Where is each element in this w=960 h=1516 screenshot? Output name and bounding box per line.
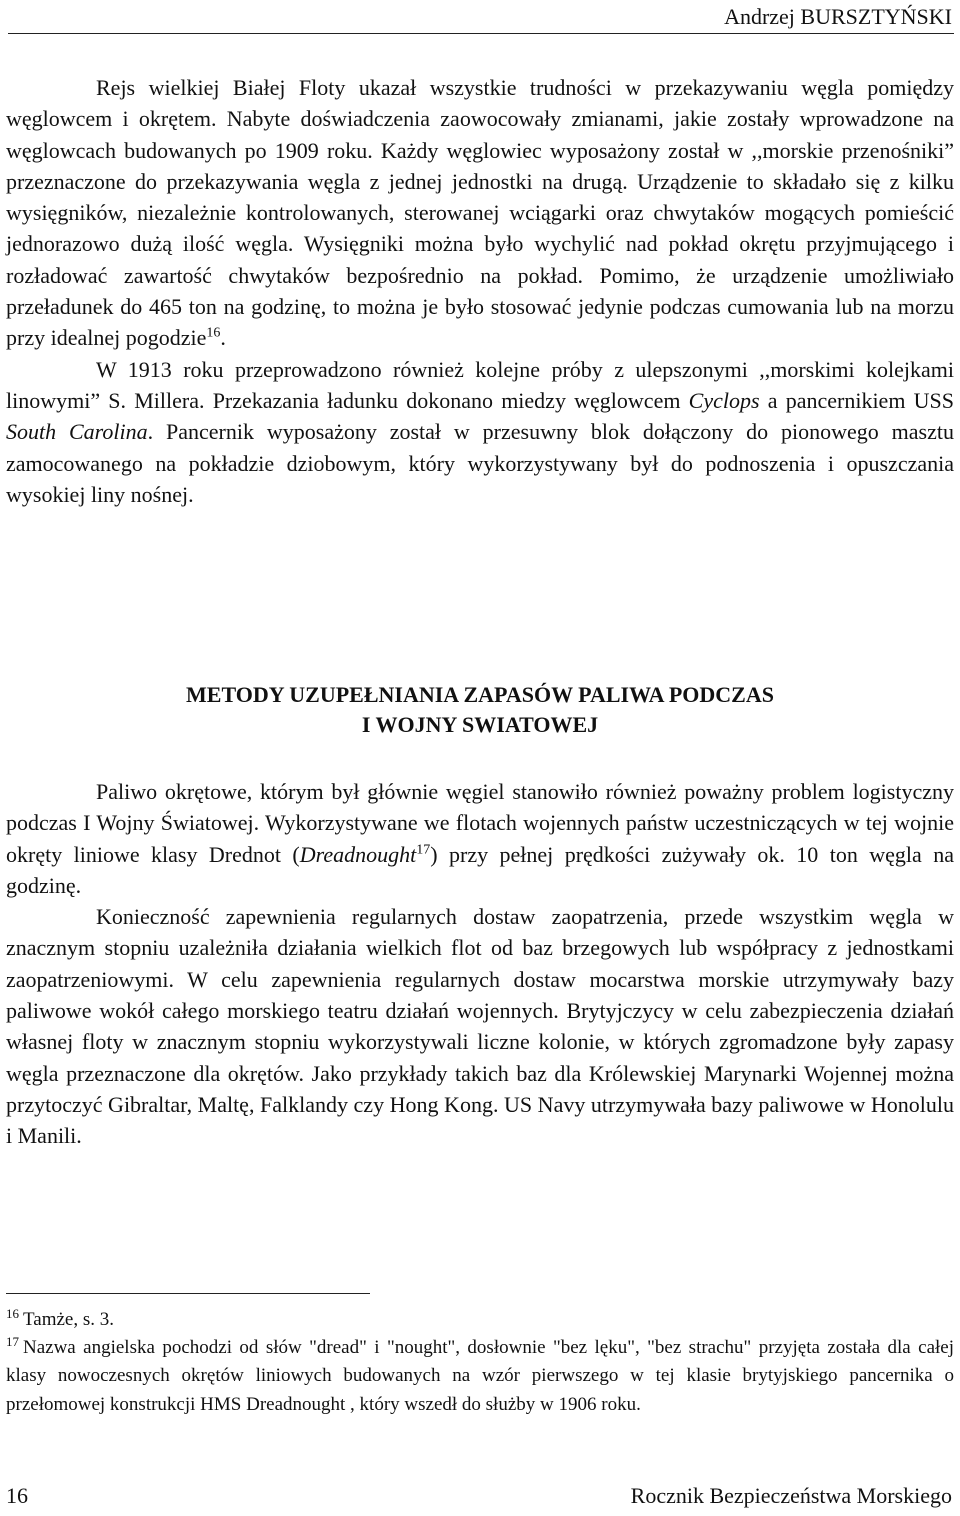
section-heading-line-1: METODY UZUPEŁNIANIA ZAPASÓW PALIWA PODCZAS: [186, 682, 774, 707]
paragraph-text: . Pancernik wyposażony został w przesuwny blok dołączony do pionowego masztu zamocowanego na pokładzie dziobowym, który wykorzystywany był do podnoszenia i opuszczania wysokiej liny nośnej.: [6, 419, 954, 507]
section-2-text: [6, 776, 954, 1152]
paragraph: [6, 776, 954, 901]
footnote-number: 17: [6, 1333, 19, 1349]
ship-name-south-carolina: South Carolina: [6, 419, 148, 445]
term-dreadnought: Dreadnought: [299, 841, 417, 867]
paragraph: Konieczność zapewnienia regularnych dostaw zaopatrzenia, przede wszystkim węgla w znacznym stopniu uzależniła działania wielkich flot od baz brzegowych lub współpracy z jednostkami zaopatrzeniowymi. W celu zapewnienia regularnych dostaw mocarstwa morskie utrzymywały bazy paliwowe wokół całego morskiego teatru działań wojennych. Brytyjczycy w celu zabezpieczenia działań własnej floty w znacznym stopniu wykorzystywali liczne kolonie, w których zgromadzone były zapasy węgla przeznaczone dla okrętów. Jako przykłady takich baz dla Królewskiej Marynarki Wojennej można przytoczyć Gibraltar, Maltę, Falklandy czy Hong Kong. US Navy utrzymywała bazy paliwowe w Honolulu i Manili.: [6, 904, 954, 1149]
section-1-text: [6, 72, 954, 510]
journal-name: Rocznik Bezpieczeństwa Morskiego: [630, 1483, 952, 1508]
footnote-text: Nazwa angielska pochodzi od słów "dread" i "nought", dosłownie "bez lęku", "bez strachu" przyjęta została dla całej klasy nowoczesnych okrętów liniowych budowanych na wzór pierwszego w tej klasie brytyjskiego pancernika o przełomowej konstrukcji HMS Dreadnought , który wszedł do służby w 1906 roku.: [6, 1337, 954, 1415]
footnote-ref-16[interactable]: 16: [206, 326, 221, 342]
footnote-text: Tamże, s. 3.: [23, 1309, 115, 1330]
footnote-ref-17[interactable]: 17: [416, 842, 431, 858]
paragraph-text: Paliwo okrętowe, którym był głównie węgiel stanowiło również poważny problem logistyczny podczas I Wojny Światowej. Wykorzystywane we flotach wojennych państw uczestniczących w tej wojnie okręty liniowe klasy Drednot (: [6, 779, 954, 867]
footnotes: [6, 1306, 954, 1419]
page-number: 16: [6, 1483, 28, 1508]
paragraph-text: ) przy pełnej prędkości zużywały ok. 10 ton węgla na godzinę.: [6, 841, 954, 898]
paragraph: [6, 72, 954, 354]
footnote-number: 16: [6, 1305, 19, 1321]
ship-name-cyclops: Cyclops: [688, 387, 760, 413]
footnote-16: [6, 1306, 954, 1334]
paragraph-text: a pancernikiem USS: [759, 387, 954, 413]
footnote-17: [6, 1334, 954, 1419]
section-heading: [6, 680, 954, 740]
paragraph: [6, 354, 954, 510]
paragraph-text-end: .: [220, 325, 226, 351]
paragraph-text: W 1913 roku przeprowadzono również kolejne próby z ulepszonymi ,,morskimi kolejkami linowymi” S. Millera. Przekazania ładunku dokonano miedzy węglowcem: [6, 356, 954, 413]
section-heading-line-2: I WOJNY SWIATOWEJ: [361, 712, 599, 737]
footnote-separator: [6, 1293, 370, 1294]
header-rule: [8, 33, 954, 34]
paragraph-text: Rejs wielkiej Białej Floty ukazał wszystkie trudności w przekazywaniu węgla pomiędzy węglowcem i okrętem. Nabyte doświadczenia zaowocowały zmianami, jakie zostały wprowadzone na węglowcach budowanych po 1909 roku. Każdy węglowiec wyposażony został w ,,morskie przenośniki” przeznaczone do przekazywania węgla z jednej jednostki na drugą. Urządzenie to składało się z kilku wysięgników, niezależnie kontrolowanych, sterowanej wciągarki oraz chwytaków mogących pomieścić jednorazowo dużą ilość węgla. Wysięgniki można było wychylić nad pokład okrętu przyjmującego i rozładować zawartość chwytaków bezpośrednio na pokład. Pomimo, że urządzenie umożliwiało przeładunek do 465 ton na godzinę, to można je było stosować jedynie podczas cumowania lub na morzu przy idealnej pogodzie: [6, 75, 954, 351]
running-head-author: Andrzej BURSZTYŃSKI: [724, 4, 952, 29]
